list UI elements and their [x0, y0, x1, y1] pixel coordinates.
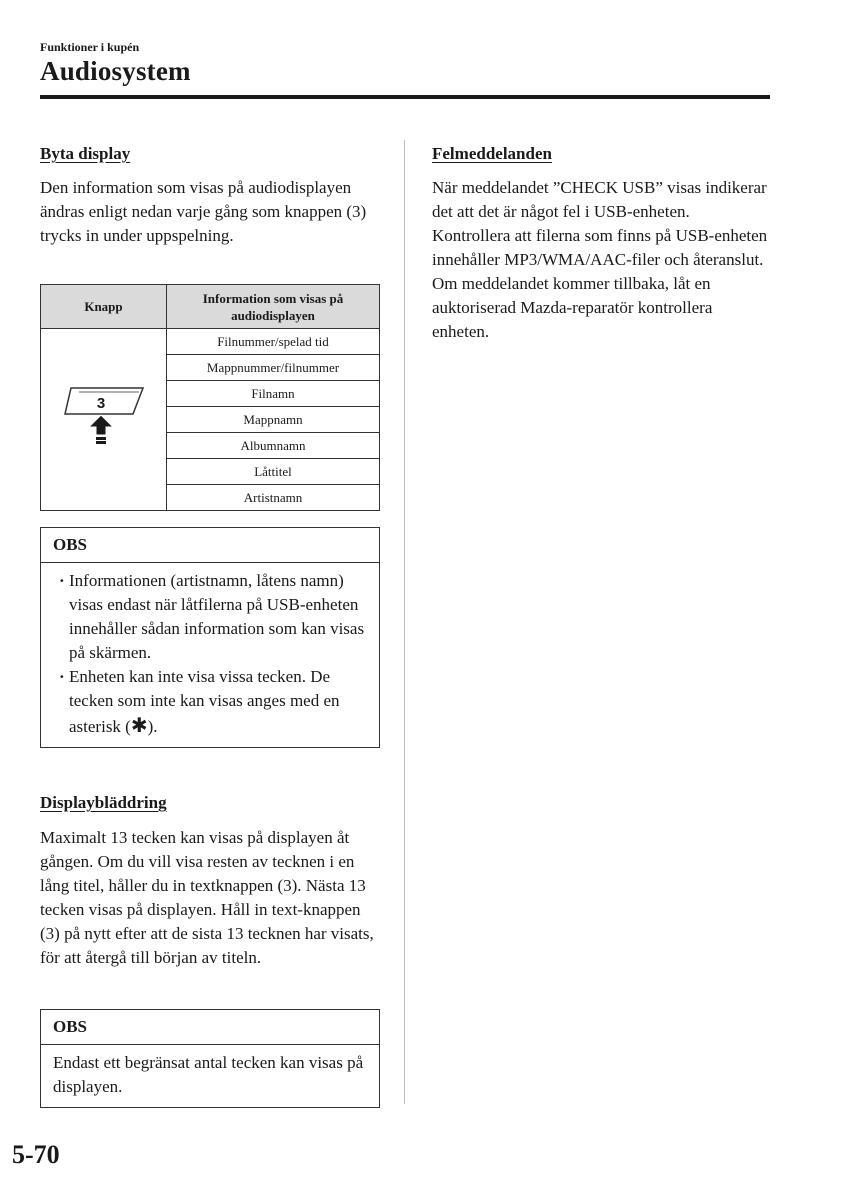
paragraph-felmeddelanden: När meddelandet ”CHECK USB” visas indikerar det att det är något fel i USB-enheten. Kontrollera att filerna som finns på USB-enheten innehåller MP3/WMA/AAC-filer och återanslut. Om meddelandet kommer tillbaka, låt en auktoriserad Mazda-reparatör kontrollera enheten. — [432, 178, 768, 341]
table-cell: Låttitel — [167, 459, 380, 485]
title-rule — [40, 95, 770, 99]
button-number: 3 — [96, 394, 105, 412]
push-arrow-icon — [89, 415, 113, 444]
table-cell: Mappnummer/filnummer — [167, 355, 380, 381]
paragraph-displaybladdring: Maximalt 13 tecken kan visas på displayen åt gången. Om du vill visa resten av tecknen i en lång titel, håller du in textknappen (3). Nästa 13 tecken visas på displayen. Håll in text-knappen (3) på nytt efter att de sista 13 tecknen har visats, för att återgå till början av titeln. — [40, 828, 374, 967]
table-header-row — [41, 285, 380, 329]
info-table — [40, 284, 380, 511]
header-knapp: Knapp — [41, 285, 167, 329]
table-cell: Filnummer/spelad tid — [167, 329, 380, 355]
text-button-3-icon — [49, 378, 159, 458]
obs-item — [53, 665, 367, 739]
paragraph-byta-display: Den information som visas på audiodisplayen ändras enligt nedan varje gång som knappen (3) trycks in under uppspelning. — [40, 178, 367, 245]
obs-item-text: Informationen (artistnamn, låtens namn) visas endast när låtfilerna på USB-enheten innehåller sådan information som kan visas på skärmen. — [69, 571, 365, 662]
obs-list — [53, 569, 367, 739]
obs-box-2 — [40, 1009, 380, 1108]
obs-item-text: Enheten kan inte visa vissa tecken. De tecken som inte kan visas anges med en asterisk ( — [69, 667, 340, 736]
knapp-cell — [41, 329, 167, 511]
obs-item — [53, 569, 367, 665]
obs-body — [41, 563, 379, 747]
section-label: Funktioner i kupén — [40, 40, 140, 54]
obs-title: OBS — [41, 528, 379, 563]
heading-displaybladdring: Displaybläddring — [40, 793, 167, 812]
obs-box-1 — [40, 527, 380, 748]
heading-felmeddelanden: Felmeddelanden — [432, 144, 552, 163]
page-number: 5-70 — [12, 1140, 60, 1169]
table-cell: Albumnamn — [167, 433, 380, 459]
table-row — [41, 329, 380, 355]
table-cell: Filnamn — [167, 381, 380, 407]
obs-item-end: ). — [147, 717, 158, 736]
header-information: Information som visas på audiodisplayen — [167, 285, 380, 329]
obs-text: Endast ett begränsat antal tecken kan visas på displayen. — [53, 1053, 364, 1096]
table-cell: Artistnamn — [167, 485, 380, 511]
obs-title: OBS — [41, 1010, 379, 1045]
asterisk-icon: ✱ — [130, 713, 148, 737]
table-cell: Mappnamn — [167, 407, 380, 433]
heading-byta-display: Byta display — [40, 144, 131, 163]
column-divider — [404, 140, 405, 1104]
page-title: Audiosystem — [40, 56, 191, 86]
